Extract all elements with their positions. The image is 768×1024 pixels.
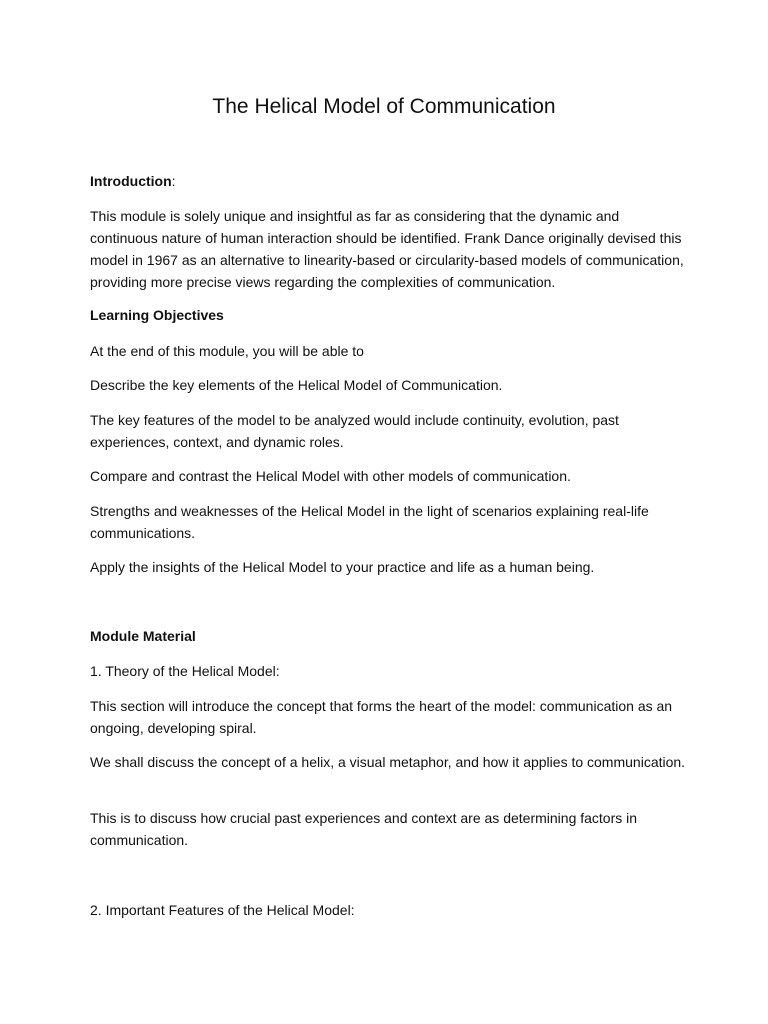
section-1-title: 1. Theory of the Helical Model: xyxy=(90,663,280,679)
learning-objectives-heading: Learning Objectives xyxy=(90,307,224,323)
objective-item: Describe the key elements of the Helical Model of Communication. xyxy=(90,377,503,393)
introduction-heading xyxy=(90,170,686,192)
section-1-paragraph: We shall discuss the concept of a helix, a visual metaphor, and how it applies to communication. xyxy=(90,754,686,770)
objective-item: Apply the insights of the Helical Model to your practice and life as a human being. xyxy=(90,559,595,575)
objective-item: Strengths and weaknesses of the Helical Model in the light of scenarios explaining real-life communications. xyxy=(90,503,649,541)
introduction-heading-colon: : xyxy=(171,173,176,189)
objective-item: At the end of this module, you will be able to xyxy=(90,343,364,359)
document-title: The Helical Model of Communication xyxy=(212,95,556,118)
introduction-paragraph: This module is solely unique and insightful as far as considering that the dynamic and continuous nature of human interaction should be identified. Frank Dance originally devised this model in 1967 as an alternative to linearity-based or circularity-based models of communication, providing more precise views regarding the complexities of communication. xyxy=(90,208,684,290)
introduction-heading-text: Introduction xyxy=(90,173,172,189)
module-material-heading: Module Material xyxy=(90,628,196,644)
section-1-paragraph: This is to discuss how crucial past experiences and context are as determining factors in communication. xyxy=(90,810,638,848)
section-2-title: 2. Important Features of the Helical Model: xyxy=(90,902,355,918)
section-1-paragraph: This section will introduce the concept that forms the heart of the model: communication as an ongoing, developing spiral. xyxy=(90,698,673,736)
objective-item: Compare and contrast the Helical Model with other models of communication. xyxy=(90,468,571,484)
objective-item: The key features of the model to be analyzed would include continuity, evolution, past experiences, context, and dynamic roles. xyxy=(90,412,619,450)
